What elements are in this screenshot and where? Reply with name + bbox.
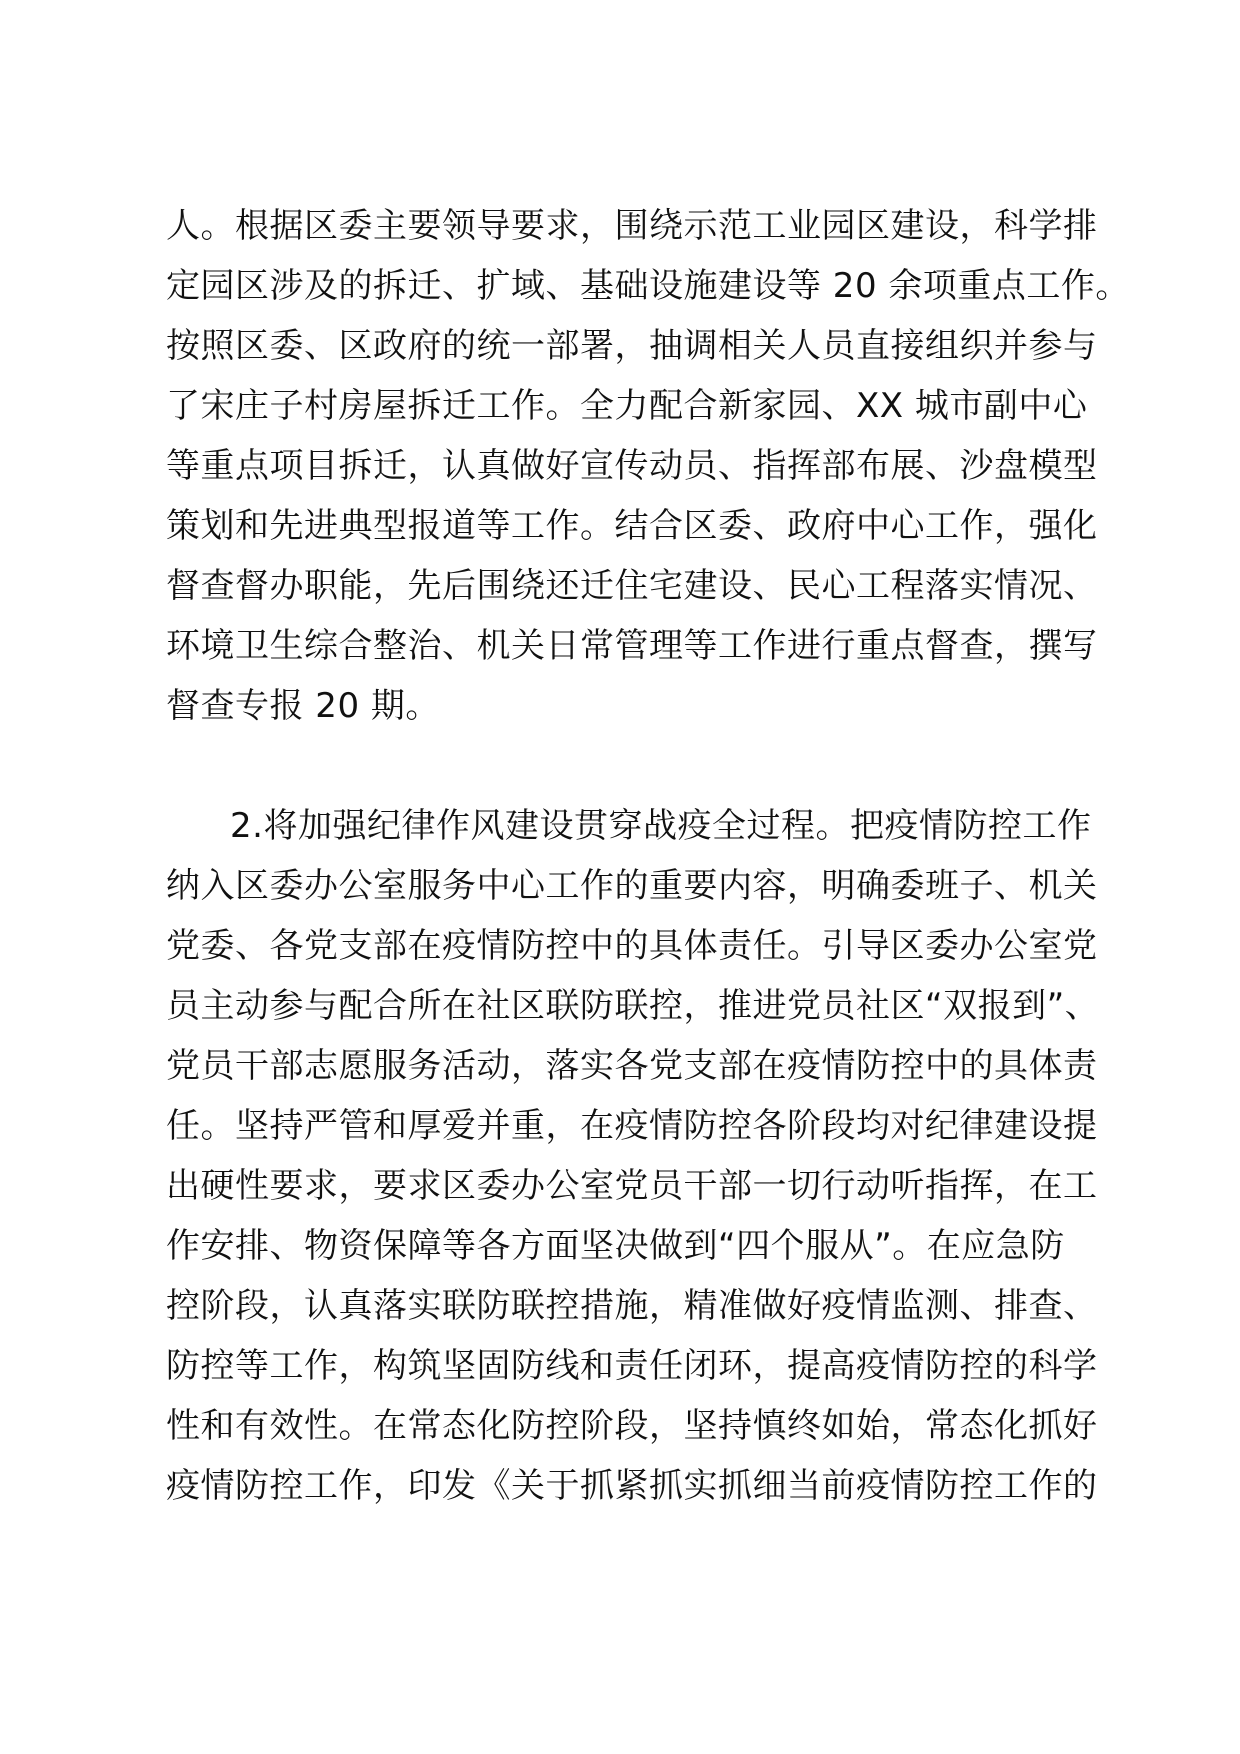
paragraph-line: 出硬性要求，要求区委办公室党员干部一切行动听指挥，在工: [166, 1166, 1098, 1206]
paragraph-line: 督查专报 20 期。: [166, 686, 440, 726]
paragraph-line: 策划和先进典型报道等工作。结合区委、政府中心工作，强化: [166, 506, 1098, 546]
paragraph-line: 纳入区委办公室服务中心工作的重要内容，明确委班子、机关: [166, 866, 1098, 906]
paragraph-line: 等重点项目拆迁，认真做好宣传动员、指挥部布展、沙盘模型: [166, 446, 1098, 486]
paragraph-line: 党员干部志愿服务活动，落实各党支部在疫情防控中的具体责: [166, 1046, 1098, 1086]
paragraph-line: 环境卫生综合整治、机关日常管理等工作进行重点督查，撰写: [166, 626, 1098, 666]
paragraph-line: 防控等工作，构筑坚固防线和责任闭环，提高疫情防控的科学: [166, 1346, 1098, 1386]
paragraph-line: 按照区委、区政府的统一部署，抽调相关人员直接组织并参与: [166, 326, 1098, 366]
paragraph-line: 控阶段，认真落实联防联控措施，精准做好疫情监测、排查、: [166, 1286, 1098, 1326]
paragraph-line: 人。根据区委主要领导要求，围绕示范工业园区建设，科学排: [166, 206, 1098, 246]
paragraph-line: 党委、各党支部在疫情防控中的具体责任。引导区委办公室党: [166, 926, 1098, 966]
paragraph-line: 督查督办职能，先后围绕还迁住宅建设、民心工程落实情况、: [166, 566, 1098, 606]
paragraph-line: 了宋庄子村房屋拆迁工作。全力配合新家园、XX 城市副中心: [166, 386, 1088, 426]
paragraph-line: 疫情防控工作，印发《关于抓紧抓实抓细当前疫情防控工作的: [166, 1466, 1098, 1506]
paragraph-line: 作安排、物资保障等各方面坚决做到“四个服从”。在应急防: [166, 1226, 1065, 1266]
paragraph-line: 2.将加强纪律作风建设贯穿战疫全过程。把疫情防控工作: [230, 806, 1092, 846]
paragraph-line: 任。坚持严管和厚爱并重，在疫情防控各阶段均对纪律建设提: [166, 1106, 1098, 1146]
paragraph-line: 员主动参与配合所在社区联防联控，推进党员社区“双报到”、: [166, 986, 1100, 1026]
paragraph-line: 性和有效性。在常态化防控阶段，坚持慎终如始，常态化抓好: [166, 1406, 1098, 1446]
paragraph-line: 定园区涉及的拆迁、扩域、基础设施建设等 20 余项重点工作。: [166, 266, 1130, 306]
